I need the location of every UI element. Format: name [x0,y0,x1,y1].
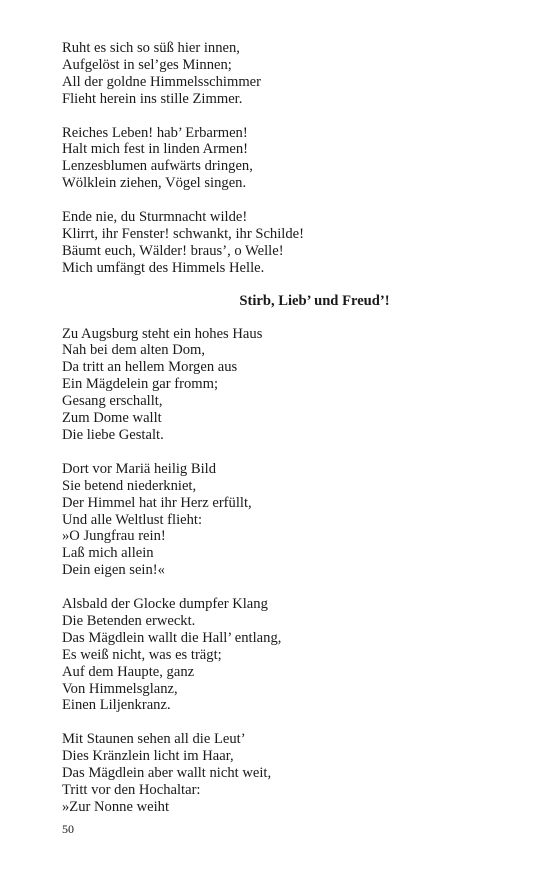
poem-title: Stirb, Lieb’ und Freud’! [239,292,390,309]
verse-line: Tritt vor den Hochaltar: [62,781,201,798]
verse-line: Klirrt, ihr Fenster! schwankt, ihr Schilde! [62,225,304,242]
verse-line: Lenzesblumen aufwärts dringen, [62,158,253,175]
stanza [62,125,492,193]
verse-line: Da tritt an hellem Morgen aus [62,359,238,376]
verse-line: Mit Staunen sehen all die Leut’ [62,731,246,748]
verse-line: All der goldne Himmelsschimmer [62,73,262,90]
verse-line: Dein eigen sein!« [62,562,165,579]
poem-body [62,326,492,816]
stanza-gap [62,108,492,125]
verse-line: Dies Kränzlein licht im Haar, [62,748,234,765]
verse-line: Dort vor Mariä heilig Bild [62,460,217,477]
verse-line: Ruht es sich so süß hier innen, [62,40,240,56]
verse-line: Halt mich fest in linden Armen! [62,141,249,158]
verse-line: Flieht herein ins stille Zimmer. [62,90,243,107]
verse-line: Einen Liljenkranz. [62,697,171,714]
verse-line: Mich umfängt des Himmels Helle. [62,259,265,276]
verse-line: Das Mägdlein wallt die Hall’ entlang, [62,629,282,646]
verse-line: Wölklein ziehen, Vögel singen. [62,175,247,192]
book-page [62,40,492,816]
verse-line: Ein Mägdelein gar fromm; [62,376,219,393]
stanza [62,731,492,816]
verse-line: Es weiß nicht, was es trägt; [62,646,222,663]
verse-line: Zum Dome wallt [62,410,162,427]
stanza [62,40,492,108]
stanza [62,326,492,444]
verse-line: Zu Augsburg steht ein hohes Haus [62,325,263,342]
verse-line: Sie betend niederkniet, [62,477,197,494]
stanza-gap [62,192,492,209]
verse-line: Bäumt euch, Wälder! braus’, o Welle! [62,242,284,259]
stanza [62,209,492,277]
stanza [62,461,492,579]
verse-line: Der Himmel hat ihr Herz erfüllt, [62,494,252,511]
verse-line: Die Betenden erweckt. [62,612,196,629]
verse-line: »O Jungfrau rein! [62,528,166,545]
verse-line: Auf dem Haupte, ganz [62,663,195,680]
page-number: 50 [62,822,74,836]
verse-line: Die liebe Gestalt. [62,427,164,443]
verse-line: Alsbald der Glocke dumpfer Klang [62,596,268,613]
verse-line: Nah bei dem alten Dom, [62,342,206,359]
stanza-gap [62,444,492,461]
verse-line: »Zur Nonne weiht [62,798,169,815]
stanza-gap [62,579,492,596]
verse-line: Gesang erschallt, [62,393,163,410]
verse-line: Und alle Weltlust flieht: [62,511,203,528]
verse-line: Von Himmelsglanz, [62,680,178,697]
stanza [62,596,492,714]
verse-line: Das Mägdlein aber wallt nicht weit, [62,765,272,782]
verse-line: Ende nie, du Sturmnacht wilde! [62,209,248,226]
poem-continuation [62,40,492,277]
stanza-gap [62,714,492,731]
verse-line: Laß mich allein [62,545,154,562]
verse-line: Reiches Leben! hab’ Erbarmen! [62,124,248,141]
verse-line: Aufgelöst in sel’ges Minnen; [62,56,232,73]
